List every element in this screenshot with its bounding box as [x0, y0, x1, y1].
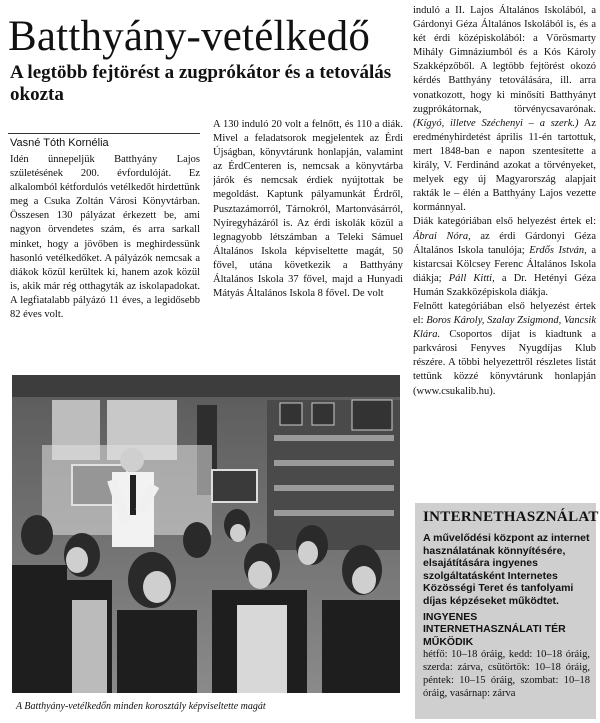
col3-closing-text: Csoportos díjat is kiadtunk a parkvárosi Fenyves Nyugdíjas Klub részére. A többi helyezettről részletes listát tettünk közzé könyvtárunk honlapján (www.csukalib.hu). — [413, 329, 596, 397]
column-3-paragraph-2 — [413, 215, 596, 300]
winner-school: a kistarcsai Kölcsey Ferenc Általános Iskola diákja; — [413, 244, 596, 284]
winner-school: a Dr. Hetényi Géza Humán Szakközépiskola diákja. — [413, 272, 596, 298]
col3-text-a: induló a II. Lajos Általános Iskolából, a Gárdonyi Géza Általános Iskolából is, és a két érdi középiskolából: a Vörösmarty Mihály Gimnáziumból és a Kós Károly Szakképzőből. A legtöbb fejtörést okozó kérdés Batthyány tetoválására, ill. arra vonatkozott, hogy ki minősíti Batthyányt zugprókátornak, törvénycsavarónak. — [413, 5, 596, 115]
article-title: Batthyány-vetélkedő — [8, 13, 371, 60]
event-photo — [12, 375, 400, 693]
column-3-paragraph-1 — [413, 4, 596, 215]
col3-text-b: Az eredményhirdetést április 11-én tartottuk, mert 1848-ban e napon szentesítette a király, V. Ferdinánd azokat a törvényeket, melyek egy új Magyarország alapjait rakták le – élén a Batthyány Lajos vezette kormánnyal. — [413, 117, 596, 214]
winner-name: Páll Kitti, — [448, 272, 495, 284]
internet-sidebar — [415, 503, 599, 719]
article-column-3 — [413, 4, 596, 504]
article-subtitle: A legtöbb fejtörést a zugprókátor és a tetoválás okozta — [10, 62, 392, 105]
byline-divider — [8, 133, 200, 134]
column-1-text: Idén ünnepeljük Batthyány Lajos születésének 200. évfordulóját. Ez alkalomból kétfordulós vetélkedőt hirdettünk meg a Csuka Zoltán Városi Könyvtárban. Összesen 130 pályázat érkezett be, ami nagyon örvendetes szám, és arra sarkall minket, hogy a jövőben is meghirdessünk hasonló vetélkedőket. A pályázók nemcsak a diákok közül kerültek ki, hanem azok közül is, akik már rég otthagyták az iskolapadokat. A legfiatalabb pályázó 11 éves, a legidősebb 82 éves volt. — [10, 154, 200, 321]
sidebar-subtitle: INGYENES INTERNETHASZNÁLATI TÉR MŰKÖDIK — [423, 610, 566, 648]
sidebar-title: INTERNETHASZNÁLAT — [423, 509, 599, 525]
article-column-2 — [213, 118, 403, 370]
editor-note: (Kígyó, illetve Széchenyi – a szerk.) — [413, 117, 579, 129]
column-3-paragraph-3 — [413, 300, 596, 399]
photo-caption: A Batthyány-vetélkedőn minden korosztály képviseltette magát — [16, 701, 266, 712]
sidebar-text: A művelődési központ az internet használatának könnyítésére, elsajátítására ingyenes szolgáltatásként Internetes Közösségi Teret és tanfolyami díjas képzéseket működtet. — [423, 532, 590, 607]
winners-adult-intro: Felnőtt kategóriában első helyezést értek el: — [413, 300, 596, 327]
winner-name: Ábrai Nóra, — [413, 230, 471, 242]
opening-hours: hétfő: 10–18 óráig, kedd: 10–18 óráig, szerda: zárva, csütörtök: 10–18 óráig, péntek: 10–15 óráig, szombat: 10–18 óráig, vasárnap: zárva — [423, 649, 590, 699]
winner-school: az érdi Gárdonyi Géza Általános Iskola tanulója; — [413, 230, 596, 256]
winners-student-intro: Diák kategóriában első helyezést értek el: — [413, 216, 596, 228]
event-photo-image — [12, 375, 400, 693]
article-column-1 — [10, 153, 200, 371]
winner-name: Erdős István, — [529, 244, 587, 256]
winner-names: Boros Károly, Szalay Zsigmond, Vancsik Klára. — [413, 315, 596, 341]
article-author: Vasné Tóth Kornélia — [10, 137, 109, 149]
column-2-text: A 130 induló 20 volt a felnőtt, és 110 a diák. Mivel a feladatsorok megjelentek az Érdi Újságban, könyvtárunk honlapján, valamint az ÉrdCenteren is, nemcsak a könyvtárba járók és nemcsak érdiek nyújtottak be megoldást. Kaptunk pályamunkát Érdről, Pusztazámorról, Tárnokról, Martonvásárról, Nyíregyházáról is. Az érdi iskolák közül a legnagyobb létszámban a Teleki Sámuel Általános Iskola képviseltette magát, 50 fővel, utána következik a Batthyány Általános Iskola 37 fővel, majd a Hunyadi Mátyás Általános Iskola 8 fővel. De volt — [213, 119, 403, 300]
